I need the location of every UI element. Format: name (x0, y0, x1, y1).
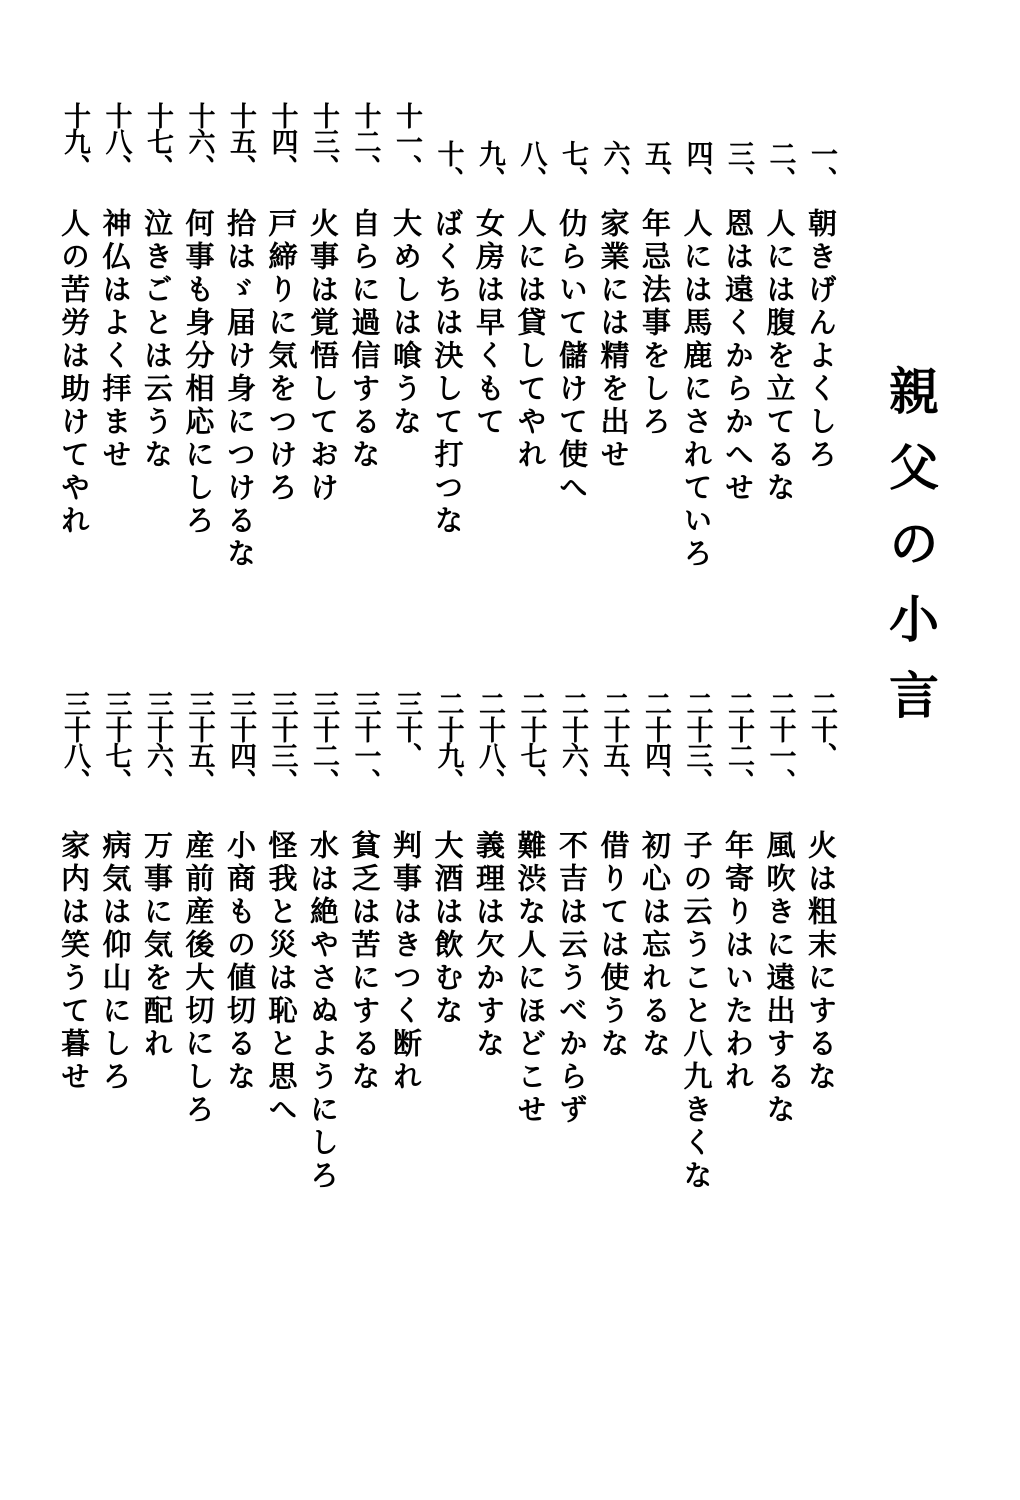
precept-number: 三十三、 (266, 690, 298, 794)
precept-item (138, 690, 176, 1250)
precept-item (719, 690, 757, 1250)
precept-item (678, 100, 716, 620)
precept-text: 年忌法事をしろ (638, 208, 672, 439)
precept-text: 拾はゞ届け身につけるな (223, 208, 257, 571)
precept-item (595, 690, 633, 1250)
precept-text: 万事に気を配れ (140, 830, 174, 1061)
precept-item (304, 690, 342, 1250)
precept-text: 水は絶やさぬようにしろ (306, 830, 340, 1193)
precept-number: 十九、 (59, 102, 90, 180)
precepts-bottom-block (57, 690, 840, 1250)
precept-number: 十三、 (308, 102, 339, 180)
precept-number: 三十六、 (142, 690, 173, 794)
precept-item (429, 100, 467, 620)
precept-item (263, 100, 301, 620)
precept-item (97, 100, 135, 620)
precept-item (802, 690, 840, 1250)
precept-number: 二十、 (806, 690, 837, 768)
precept-text: 火事は覚悟しておけ (306, 208, 340, 505)
precept-number: 三十、 (391, 690, 422, 768)
precept-item (263, 690, 301, 1250)
precept-number: 二、 (764, 140, 796, 192)
precept-item (429, 690, 467, 1250)
precepts-top-block (57, 100, 840, 620)
precept-item (512, 100, 550, 620)
precept-number: 二十八、 (474, 690, 505, 794)
precept-item (470, 690, 508, 1250)
precept-item (678, 690, 716, 1250)
precept-item (55, 690, 93, 1250)
precept-number: 十四、 (266, 102, 298, 180)
precept-text: 難渋な人にほどこせ (513, 830, 548, 1127)
precept-number: 八、 (515, 140, 547, 192)
precept-item (180, 690, 218, 1250)
precept-number: 三十七、 (100, 690, 132, 794)
precept-text: 人の苦労は助けてやれ (57, 208, 91, 538)
precept-number: 一、 (806, 140, 837, 192)
precept-number: 三、 (723, 140, 754, 192)
precept-item (636, 690, 674, 1250)
precept-number: 十一、 (391, 102, 422, 180)
precept-number: 十二、 (349, 102, 381, 180)
precept-item (553, 690, 591, 1250)
precept-number: 十六、 (183, 102, 215, 180)
precept-text: 病気は仰山にしろ (98, 830, 133, 1094)
precept-number: 三十五、 (183, 690, 215, 794)
precept-text: 家業には精を出せ (596, 208, 631, 472)
precept-item (636, 100, 674, 620)
precept-text: ばくちは決して打つな (430, 208, 465, 538)
precept-number: 七、 (557, 140, 588, 192)
precept-number: 六、 (598, 140, 630, 192)
precept-item (553, 100, 591, 620)
precept-text: 人には貸してやれ (513, 208, 548, 472)
precept-number: 三十二、 (308, 690, 339, 794)
precept-item (719, 100, 757, 620)
precept-item (304, 100, 342, 620)
precept-text: 小商もの値切るな (223, 830, 257, 1094)
precept-item (512, 690, 550, 1250)
precept-item (387, 100, 425, 620)
precept-item (138, 100, 176, 620)
precept-text: 産前産後大切にしろ (181, 830, 216, 1127)
precept-number: 三十八、 (59, 690, 90, 794)
precept-item (180, 100, 218, 620)
precept-text: 大めしは喰うな (389, 208, 423, 439)
precept-number: 二十六、 (557, 690, 588, 794)
precept-number: 二十二、 (723, 690, 754, 794)
precept-text: 大酒は飲むな (430, 830, 465, 1028)
precept-text: 神仏はよく拝ませ (98, 208, 133, 472)
precept-item (97, 690, 135, 1250)
precept-text: 恩は遠くからかへせ (721, 208, 755, 505)
precept-text: 自らに過信するな (347, 208, 382, 472)
precept-number: 二十五、 (598, 690, 630, 794)
page-title: 親父の小言 (881, 365, 940, 745)
precept-number: 十、 (432, 140, 464, 192)
precept-number: 二十一、 (764, 690, 796, 794)
precept-number: 十七、 (142, 102, 173, 180)
precept-text: 貧乏は苦にするな (347, 830, 382, 1094)
precept-number: 三十一、 (349, 690, 381, 794)
precept-number: 二十三、 (681, 690, 713, 794)
precept-number: 五、 (640, 140, 671, 192)
precept-item (470, 100, 508, 620)
precept-number: 三十四、 (225, 690, 256, 794)
precept-number: 二十九、 (432, 690, 464, 794)
precept-text: 借りては使うな (596, 830, 631, 1061)
precept-text: 家内は笑うて暮せ (57, 830, 91, 1094)
precept-text: 風吹きに遠出するな (762, 830, 797, 1127)
precept-item (387, 690, 425, 1250)
precept-text: 判事はきつく断れ (389, 830, 423, 1094)
precept-text: 不吉は云うべからず (555, 830, 589, 1127)
precept-text: 女房は早くもて (472, 208, 506, 439)
precept-item (761, 100, 799, 620)
precept-item (55, 100, 93, 620)
precept-item (346, 690, 384, 1250)
precept-text: 子の云うこと八九きくな (679, 830, 714, 1193)
precept-number: 十五、 (225, 102, 256, 180)
precept-text: 朝きげんよくしろ (804, 208, 838, 472)
precept-item (221, 100, 259, 620)
precept-text: 人には馬鹿にされていろ (679, 208, 714, 571)
precept-number: 九、 (474, 140, 505, 192)
precept-text: 年寄りはいたわれ (721, 830, 755, 1094)
precept-number: 二十四、 (640, 690, 671, 794)
precept-text: 怪我と災は恥と思へ (264, 830, 299, 1127)
precept-number: 四、 (681, 140, 713, 192)
precept-text: 人には腹を立てるな (762, 208, 797, 505)
precept-item (761, 690, 799, 1250)
precept-text: 泣きごとは云うな (140, 208, 174, 472)
precept-item (346, 100, 384, 620)
precept-text: 初心は忘れるな (638, 830, 672, 1061)
precept-text: 戸締りに気をつけろ (264, 208, 299, 505)
precept-item (221, 690, 259, 1250)
precept-text: 義理は欠かすな (472, 830, 506, 1061)
precept-number: 二十七、 (515, 690, 547, 794)
precept-text: 何事も身分相応にしろ (181, 208, 216, 538)
precept-item (595, 100, 633, 620)
precept-text: 火は粗末にするな (804, 830, 838, 1094)
precept-text: 仂らいて儲けて使へ (555, 208, 589, 505)
precept-item (802, 100, 840, 620)
precept-number: 十八、 (100, 102, 132, 180)
